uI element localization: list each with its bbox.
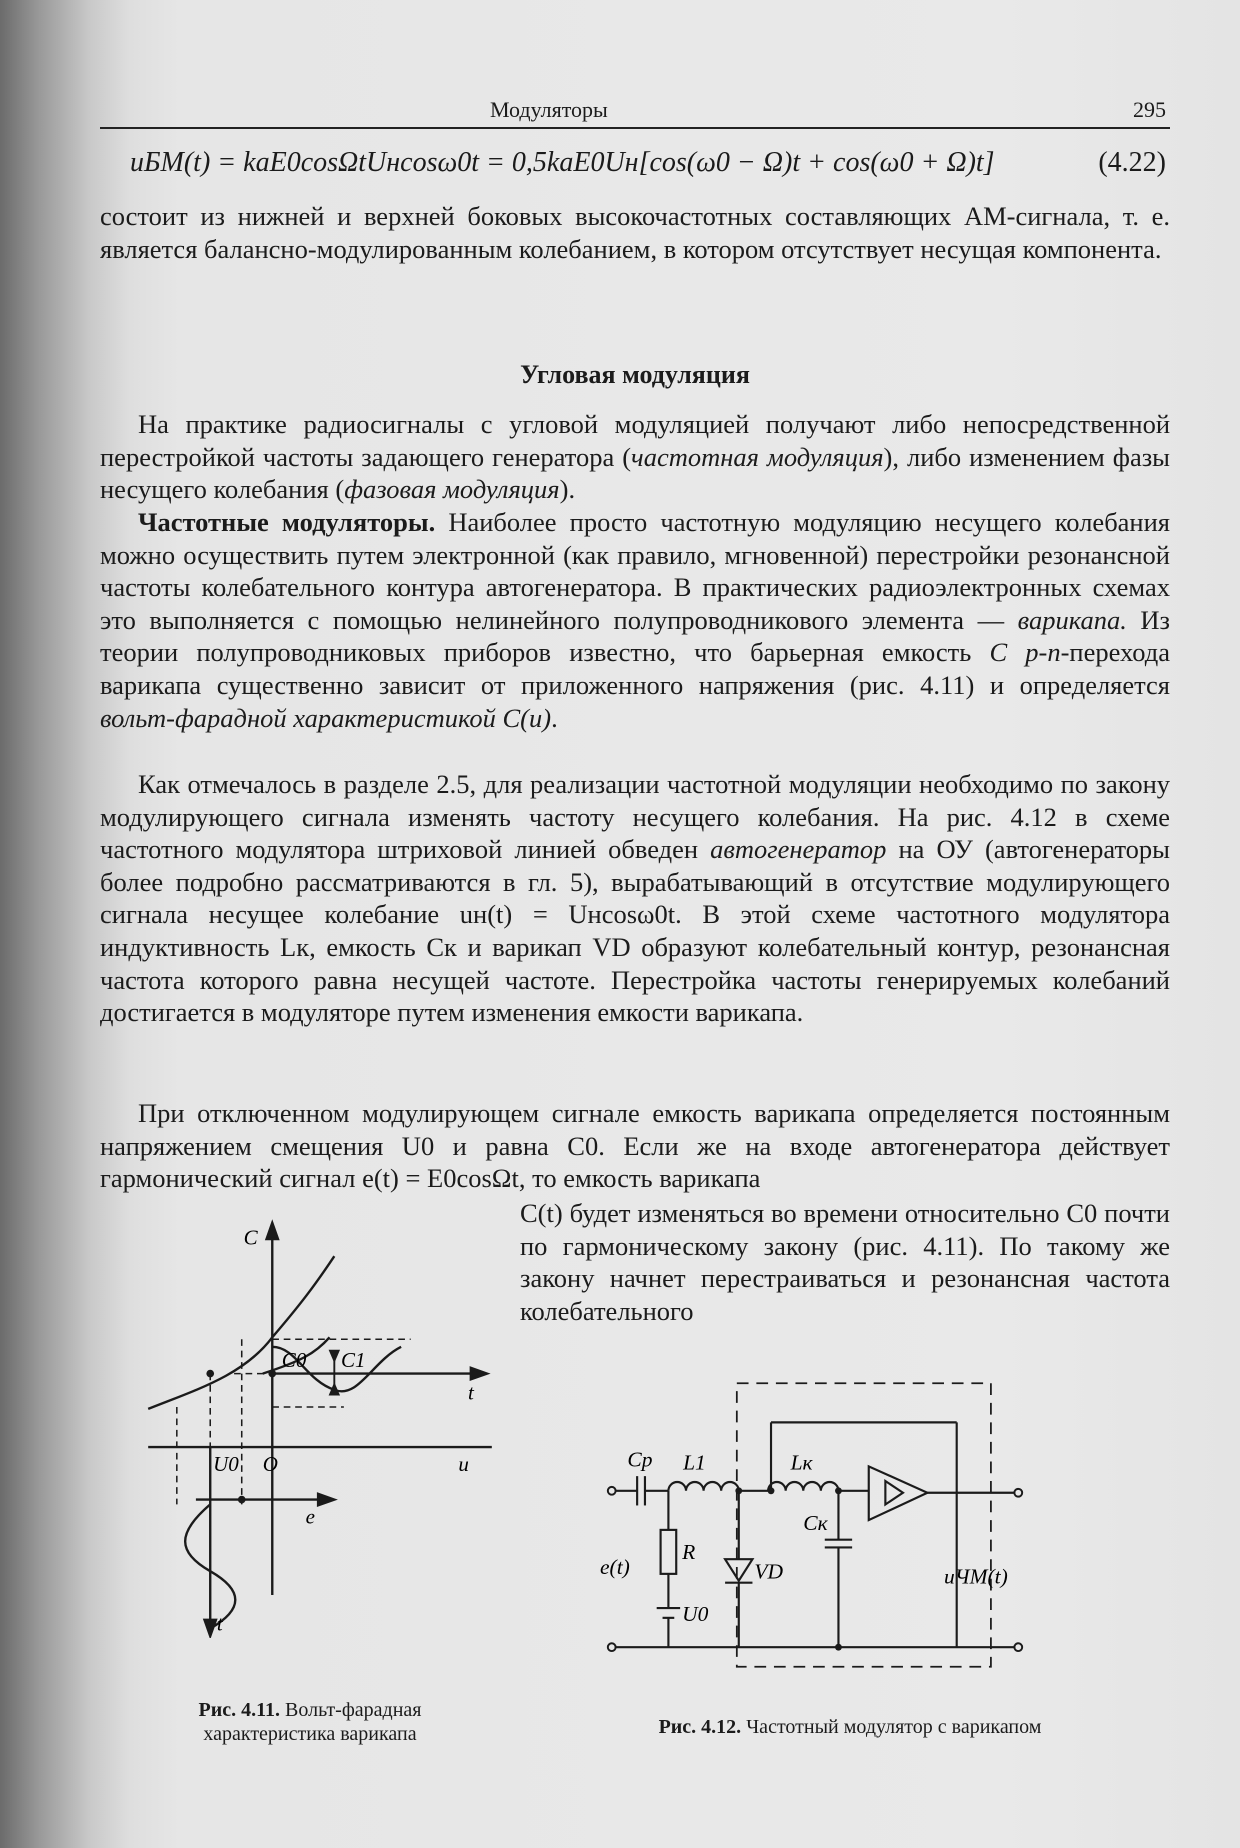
point-c0 [268, 1370, 276, 1378]
c-axis-arrow [267, 1223, 278, 1239]
node-feedback [768, 1487, 775, 1494]
text-run: ), либо изменением фазы несущего колебания ( [100, 441, 1170, 505]
label-vd: VD [754, 1559, 784, 1584]
opamp-symbol [885, 1481, 903, 1504]
terminal-input [608, 1487, 616, 1495]
c1-arrow-top [329, 1350, 340, 1363]
header-title: Модуляторы [490, 97, 608, 122]
text-run: . [551, 702, 558, 733]
paragraph-frequency-modulators [100, 506, 1170, 734]
section-heading: Угловая модуляция [520, 360, 750, 389]
label-e: e [305, 1504, 316, 1529]
text-run: Как отмечалось в разделе 2.5, для реализации частотной модуляции необходимо по закону модулирующего сигнала изменять частоту несущего колебания. На рис. 4.12 в схеме частотного модулятора штриховой линией обведен [100, 769, 1170, 865]
figure-4-12-fm-modulator [600, 1370, 1030, 1680]
label-t-top: t [467, 1380, 474, 1405]
label-u0: U0 [213, 1451, 239, 1476]
figure-4-11-caption [150, 1698, 470, 1746]
t-axis-top-arrow [471, 1368, 487, 1379]
paragraph-modulation-off-text: При отключенном модулирующем сигнале емкость варикапа определяется постоянным напряжением смещения U0 и равна C0. Если же на входе автогенератора действует гармонический сигнал e(t) = E0cosΩt, то емкость варикапа [100, 1098, 1170, 1194]
paragraph-modulation-off [100, 1097, 1170, 1195]
caption-text: Вольт-фарадная характеристика варикапа [203, 1699, 422, 1745]
text-run: На практике радиосигналы с угловой модуляцией получают либо непосредственной перестройкой частоты задающего генератора ( [100, 409, 1170, 472]
label-u0: U0 [682, 1601, 709, 1626]
opamp-body [869, 1466, 928, 1520]
term-cv-characteristic: вольт-фарадной характеристикой C(u) [100, 702, 552, 733]
figure-4-12-caption [590, 1715, 1110, 1739]
running-header [100, 95, 1170, 129]
node-vd [735, 1487, 742, 1494]
inductor-l1 [668, 1482, 738, 1491]
paragraph-intro-text: состоит из нижней и верхней боковых высокочастотных составляющих АМ-сигнала, т. е. является балансно-модулированным колебанием, в котором отсутствует несущая компонента. [100, 201, 1170, 264]
point-e0 [238, 1496, 246, 1504]
inductor-lk [768, 1482, 838, 1491]
figure-4-11-cv-characteristic [130, 1218, 510, 1638]
run-in-heading: Частотные модуляторы. [138, 507, 436, 537]
term-frequency-modulation: частотная модуляция [631, 441, 884, 472]
caption-number: Рис. 4.11. [198, 1699, 281, 1721]
term-varicap: варикапа. [1017, 604, 1127, 635]
caption-text: Частотный модулятор с варикапом [746, 1716, 1042, 1738]
label-origin: O [262, 1451, 278, 1476]
equation-text: uБМ(t) = kaE0cosΩtUнcosω0t = 0,5kaE0Uн[cos(ω0 − Ω)t + cos(ω0 + Ω)t] [130, 147, 995, 178]
label-lk: Lк [790, 1450, 813, 1475]
terminal-ground-in [608, 1643, 616, 1651]
terminal-output [1014, 1489, 1022, 1497]
label-t-bottom: t [216, 1611, 223, 1636]
label-ck: Cк [803, 1510, 828, 1535]
text-run: Из теории полупроводниковых приборов известно, что барьерная емкость [100, 604, 1171, 668]
terminal-ground-out [1014, 1643, 1022, 1651]
term-pn-junction: C p-n [989, 637, 1061, 668]
label-r: R [682, 1540, 696, 1565]
varicap-vd [725, 1559, 752, 1581]
term-autogenerator: автогенератор [710, 834, 887, 865]
text-run: Наиболее просто частотную модуляцию несущего колебания можно осуществить путем электронной (как правило, мгновенной) перестройки резонансной частоты колебательного контура автогенератора. В практических радиоэлектронных схемах это выполняется с помощью нелинейного полупроводникового элемента — [100, 507, 1170, 635]
equation-number: (4.22) [1098, 147, 1166, 178]
autogenerator-boundary [737, 1383, 991, 1666]
node-ground [835, 1644, 842, 1651]
term-phase-modulation: фазовая модуляция [344, 474, 560, 505]
text-run: -перехода варикапа существенно зависит от приложенного напряжения (рис. 4.11) и определяется [100, 637, 1171, 700]
label-u: u [458, 1451, 469, 1476]
label-c: C [243, 1225, 258, 1250]
caption-number: Рис. 4.12. [658, 1716, 742, 1738]
point-u0 [206, 1370, 214, 1378]
resistor-r [661, 1530, 677, 1574]
paragraph-angle-modulation [100, 408, 1170, 506]
label-et: e(t) [600, 1554, 630, 1579]
label-c1: C1 [341, 1347, 366, 1372]
text-run: на ОУ (автогенераторы более подробно рассматриваются в гл. 5), вырабатывающий в отсутствие модулирующего сигнала несущее колебание uн(t) = Uнcosω0t. В этой схеме частотного модулятора индуктивность Lк, емкость Cк и варикап VD образуют колебательный контур, резонансная частота которого равна несущей частоте. Перестройка частоты генерируемых колебаний достигается в модуляторе путем изменения емкости варикапа. [100, 834, 1170, 1028]
label-c0: C0 [281, 1347, 307, 1372]
node-ck [835, 1487, 842, 1494]
text-run: ). [559, 474, 576, 505]
paragraph-intro [100, 200, 1170, 265]
label-l1: L1 [683, 1450, 706, 1475]
label-cp: Cр [627, 1447, 653, 1472]
page-number: 295 [1133, 97, 1166, 122]
label-uchm: uЧМ(t) [944, 1564, 1008, 1589]
e-axis-arrow [318, 1494, 334, 1505]
paragraph-right-column: C(t) будет изменяться во времени относительно C0 почти по гармоническому закону (рис. 4.11). По такому же закону начнет перестраиваться и резонансная частота колебательного [520, 1198, 1170, 1326]
paragraph-section-2-5 [100, 768, 1170, 1029]
